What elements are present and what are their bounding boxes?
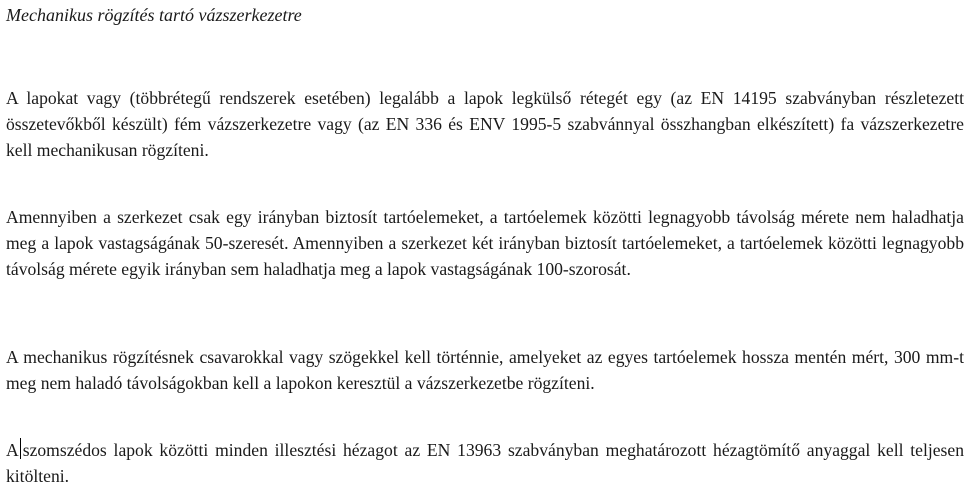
paragraph-screw-spacing[interactable]: A mechanikus rögzítésnek csavarokkal vagy szögekkel kell történnie, amelyeket az egyes tartóelemek hossza mentén mért, 300 mm-t meg nem haladó távolságokban kell a lapokon keresztül a vázszerkezetbe rögzíteni. xyxy=(6,346,964,393)
paragraph-joint-filling[interactable] xyxy=(6,437,964,489)
paragraph-rest-text: szomszédos lapok közötti minden illesztési hézagot az EN 13963 szabványban meghatározott hézagtömítő anyaggal kell teljesen kitölteni. xyxy=(6,439,964,486)
section-heading: Mechanikus rögzítés tartó vázszerkezetre xyxy=(6,5,302,25)
paragraph-fastening-frame[interactable]: A lapokat vagy (többrétegű rendszerek esetében) legalább a lapok legkülső rétegét egy (az EN 14195 szabványban részletezett összetevőkből készült) fém vázszerkezetre vagy (az EN 336 és ENV 1995-5 szabvánnyal összhangban elkészített) fa vázszerkezetre kell mechanikusan rögzíteni. xyxy=(6,87,964,160)
paragraph-support-spacing[interactable]: Amennyiben a szerkezet csak egy irányban biztosít tartóelemeket, a tartóelemek közötti legnagyobb távolság mérete nem haladhatja meg a lapok vastagságának 50-szeresét. Amennyiben a szerkezet két irányban biztosít tartóelemeket, a tartóelemek közötti legnagyobb távolság mérete egyik irányban sem haladhatja meg a lapok vastagságának 100-szorosát. xyxy=(6,206,964,279)
paragraph-first-word: A xyxy=(6,439,19,460)
text-cursor xyxy=(20,438,21,459)
